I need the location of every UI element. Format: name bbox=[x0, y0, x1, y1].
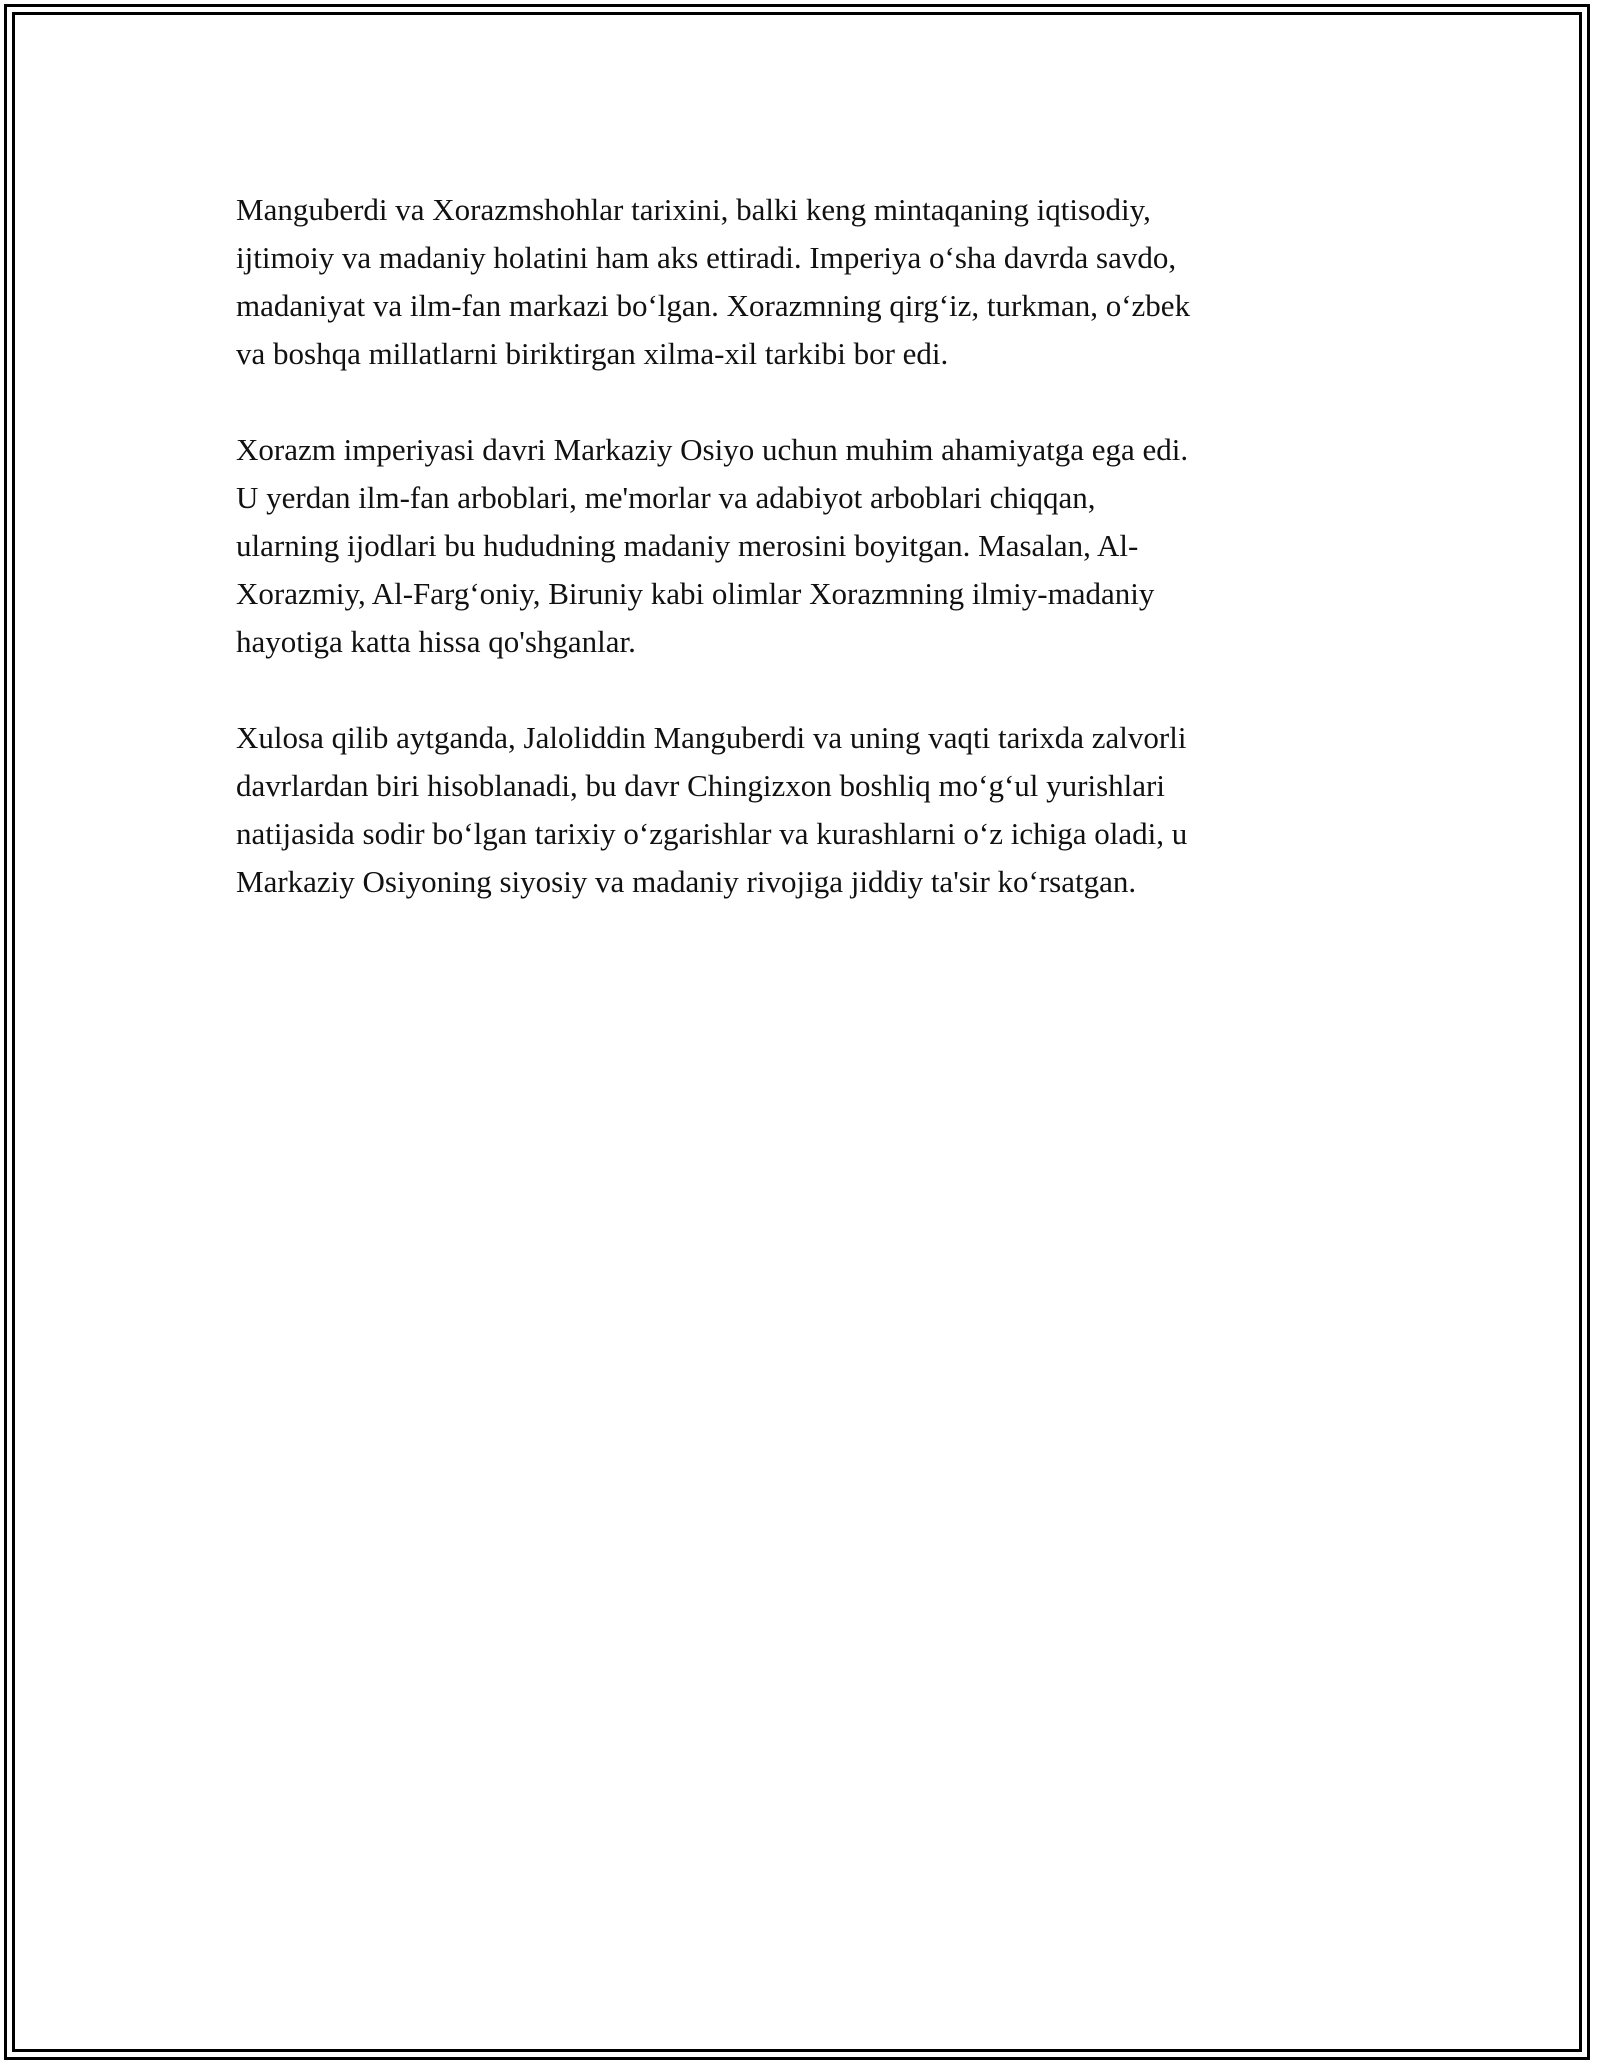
document-body bbox=[236, 186, 1376, 954]
paragraph-3: Xulosa qilib aytganda, Jaloliddin Manguberdi va uning vaqti tarixda zalvorli davrlardan biri hisoblanadi, bu davr Chingizxon boshliq mo‘g‘ul yurishlari natijasida sodir bo‘lgan tarixiy o‘zgarishlar va kurashlarni o‘z ichiga oladi, u Markaziy Osiyoning siyosiy va madaniy rivojiga jiddiy ta'sir ko‘rsatgan. bbox=[236, 720, 1188, 899]
paragraph-2: Xorazm imperiyasi davri Markaziy Osiyo uchun muhim ahamiyatga ega edi. U yerdan ilm-fan arboblari, me'morlar va adabiyot arboblari chiqqan, ularning ijodlari bu hududning madaniy merosini boyitgan. Masalan, Al- Xorazmiy, Al-Farg‘oniy, Biruniy kabi olimlar Xorazmning ilmiy-madaniy hayotiga katta hissa qo'shganlar. bbox=[236, 432, 1189, 659]
paragraph-1: Manguberdi va Xorazmshohlar tarixini, balki keng mintaqaning iqtisodiy, ijtimoiy va madaniy holatini ham aks ettiradi. Imperiya o‘sha davrda savdo, madaniyat va ilm-fan markazi bo‘lgan. Xorazmning qirg‘iz, turkman, o‘zbek va boshqa millatlarni biriktirgan xilma-xil tarkibi bor edi. bbox=[236, 192, 1191, 371]
